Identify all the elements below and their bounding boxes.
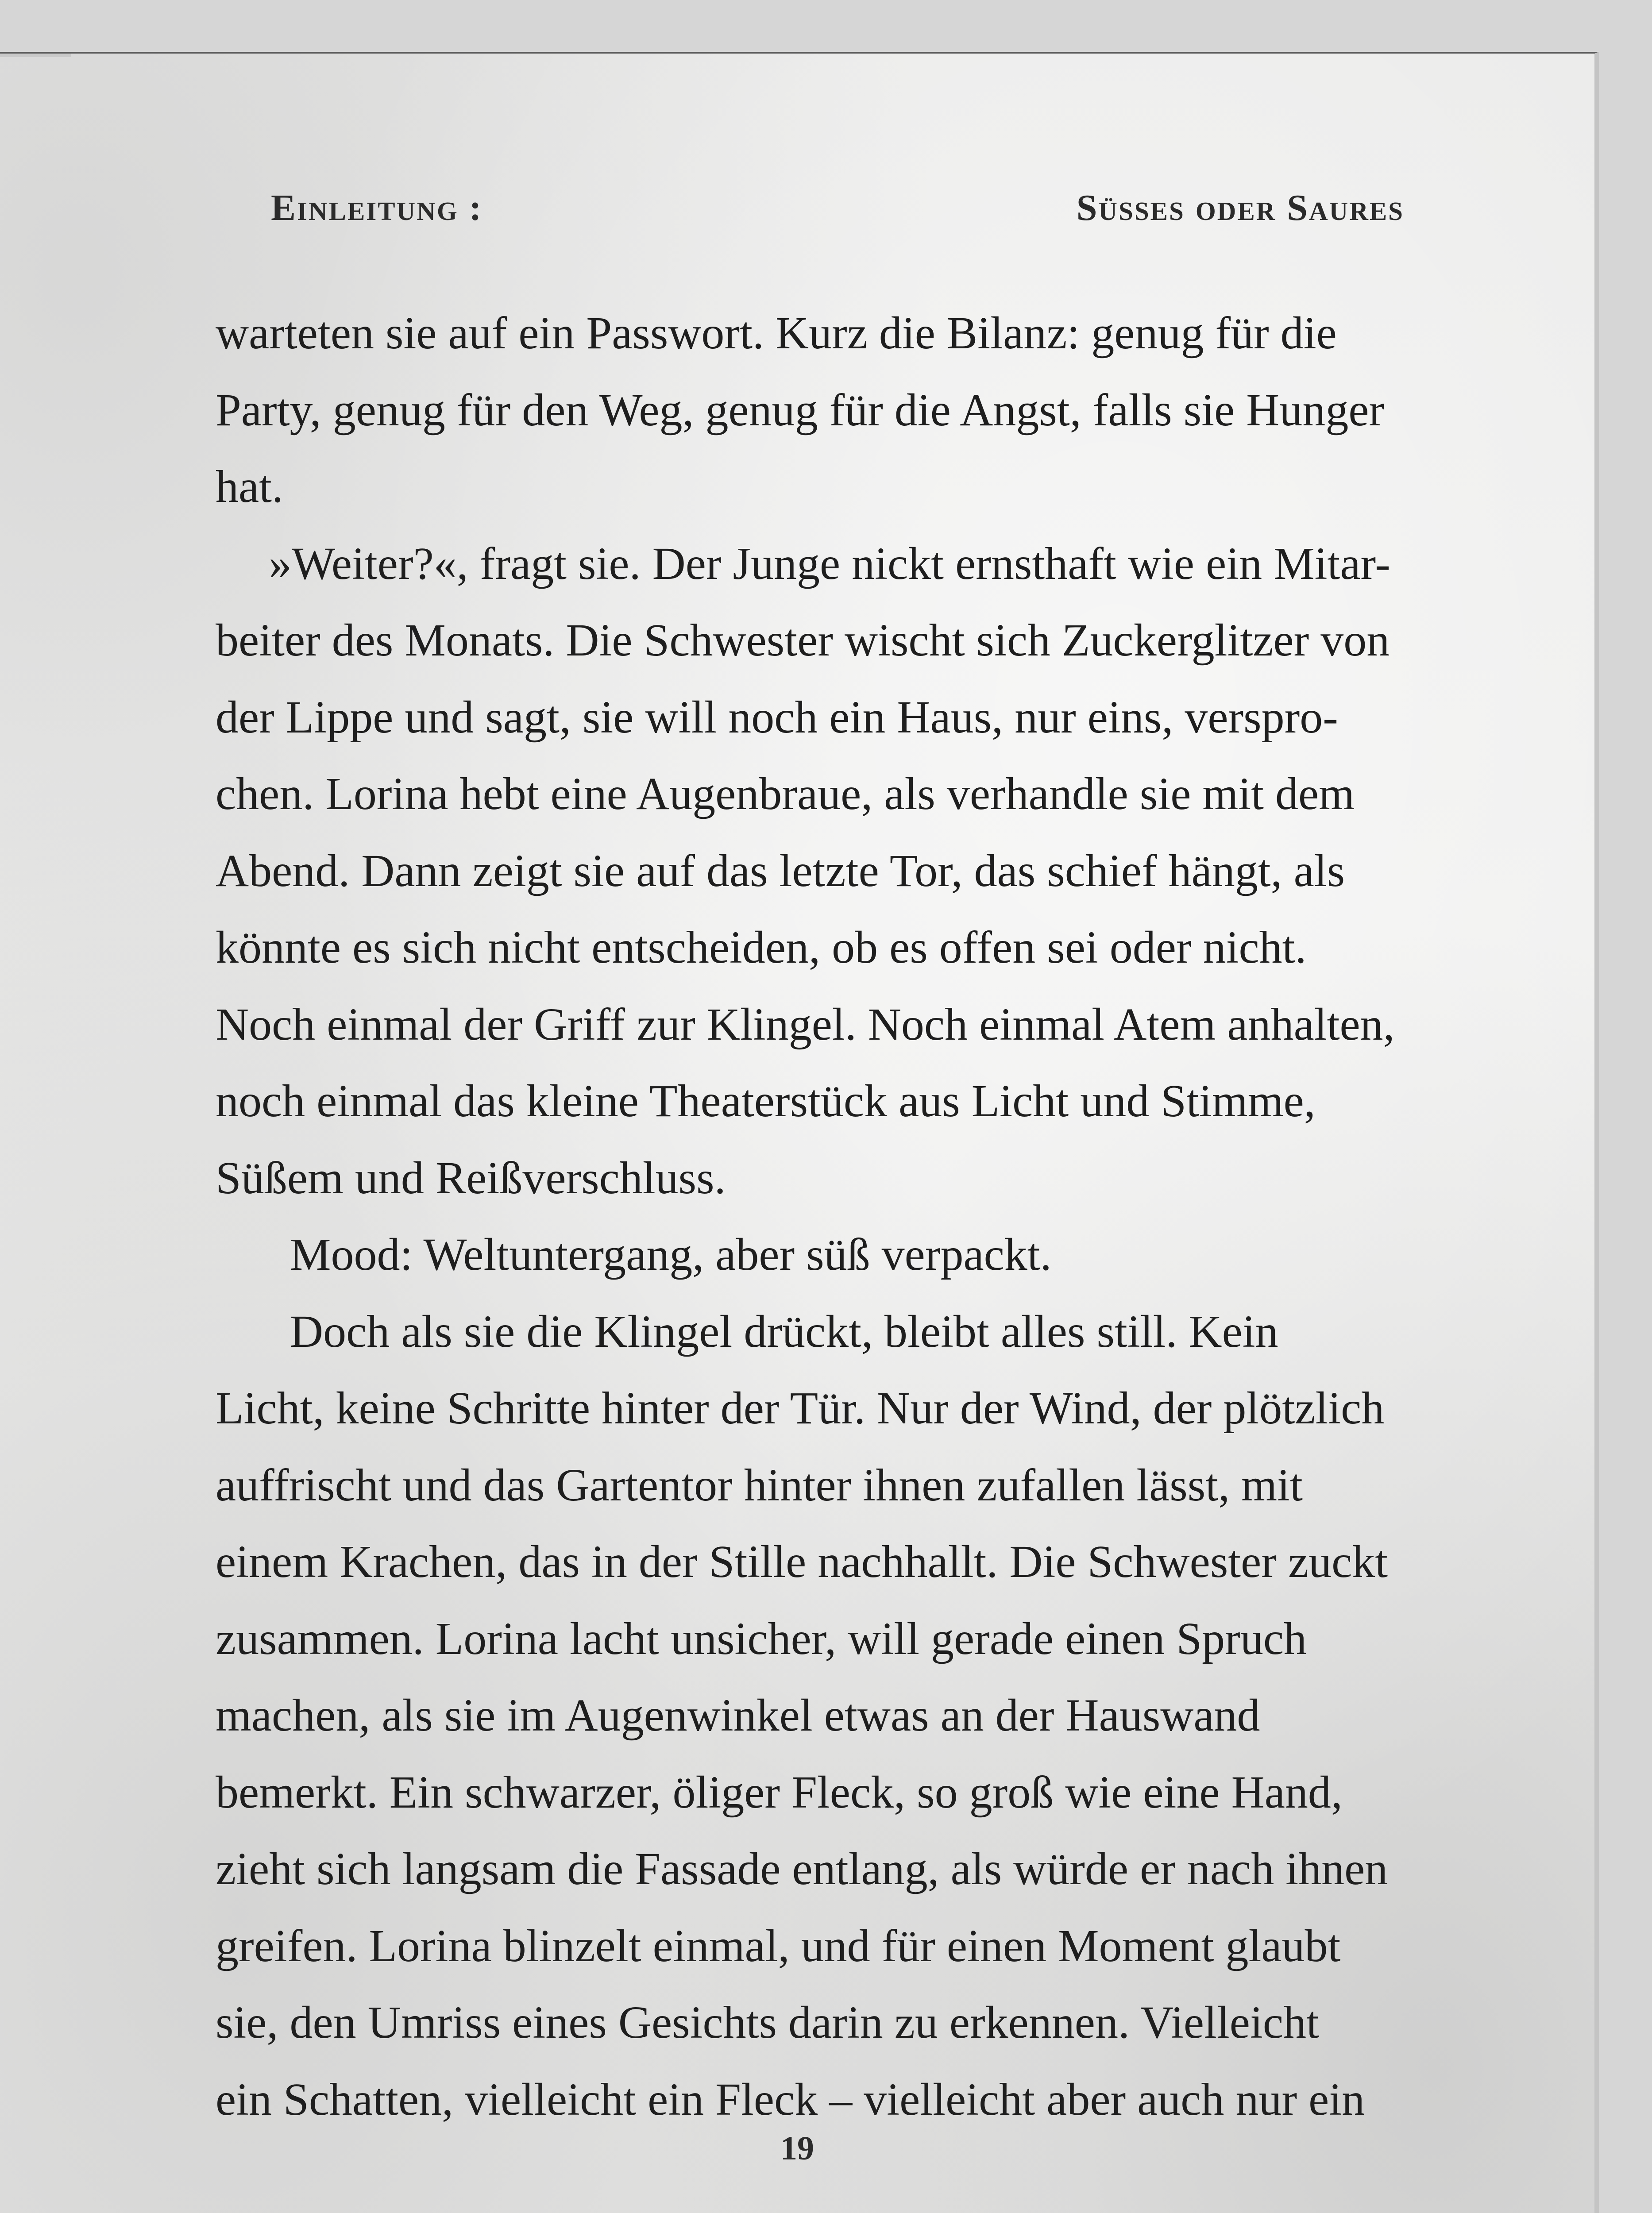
text-line: ein Schatten, vielleicht ein Fleck – vielleicht aber auch nur ein	[216, 2074, 1365, 2125]
text-line: Licht, keine Schritte hinter der Tür. Nur der Wind, der plötzlich	[216, 1383, 1385, 1434]
text-line: greifen. Lorina blinzelt einmal, und für einen Moment glaubt	[216, 1920, 1341, 1971]
text-line: sie, den Umriss eines Gesichts darin zu erkennen. Vielleicht	[216, 1997, 1319, 2048]
text-line: Noch einmal der Griff zur Klingel. Noch einmal Atem anhalten,	[216, 999, 1395, 1050]
text-line: einem Krachen, das in der Stille nachhallt. Die Schwester zuckt	[216, 1536, 1388, 1587]
page-edge-mark	[0, 54, 71, 57]
header-title: Süsses oder Saures	[1076, 187, 1404, 228]
text-line: machen, als sie im Augenwinkel etwas an der Hauswand	[216, 1690, 1260, 1741]
text-line: noch einmal das kleine Theaterstück aus Licht und Stimme,	[216, 1076, 1316, 1126]
book-page	[0, 52, 1599, 2213]
text-line: hat.	[216, 461, 284, 512]
text-line: beiter des Monats. Die Schwester wischt sich Zuckerglitzer von	[216, 615, 1390, 666]
body-text	[216, 295, 1468, 2138]
text-line: zusammen. Lorina lacht unsicher, will gerade einen Spruch	[216, 1613, 1307, 1664]
text-line: Abend. Dann zeigt sie auf das letzte Tor, das schief hängt, als	[216, 845, 1345, 896]
header-chapter: Einleitung :	[271, 187, 483, 228]
text-line: auffrischt und das Gartentor hinter ihnen zufallen lässt, mit	[216, 1459, 1303, 1511]
text-line: chen. Lorina hebt eine Augenbraue, als verhandle sie mit dem	[216, 768, 1355, 819]
text-line: könnte es sich nicht entscheiden, ob es offen sei oder nicht.	[216, 922, 1307, 973]
text-line: Doch als sie die Klingel drückt, bleibt alles still. Kein	[290, 1306, 1278, 1357]
text-line: der Lippe und sagt, sie will noch ein Haus, nur eins, verspro-	[216, 691, 1338, 743]
running-header	[0, 186, 1594, 239]
page-number: 19	[780, 2130, 814, 2167]
text-line: bemerkt. Ein schwarzer, öliger Fleck, so groß wie eine Hand,	[216, 1766, 1343, 1818]
text-line: Süßem und Reißverschluss.	[216, 1152, 726, 1203]
text-line: warteten sie auf ein Passwort. Kurz die Bilanz: genug für die	[216, 308, 1337, 359]
text-line: »Weiter?«, fragt sie. Der Junge nickt ernsthaft wie ein Mitar-	[269, 538, 1390, 589]
text-line: Mood: Weltuntergang, aber süß verpackt.	[290, 1229, 1052, 1280]
text-line: zieht sich langsam die Fassade entlang, als würde er nach ihnen	[216, 1843, 1388, 1894]
text-line: Party, genug für den Weg, genug für die Angst, falls sie Hunger	[216, 384, 1385, 436]
